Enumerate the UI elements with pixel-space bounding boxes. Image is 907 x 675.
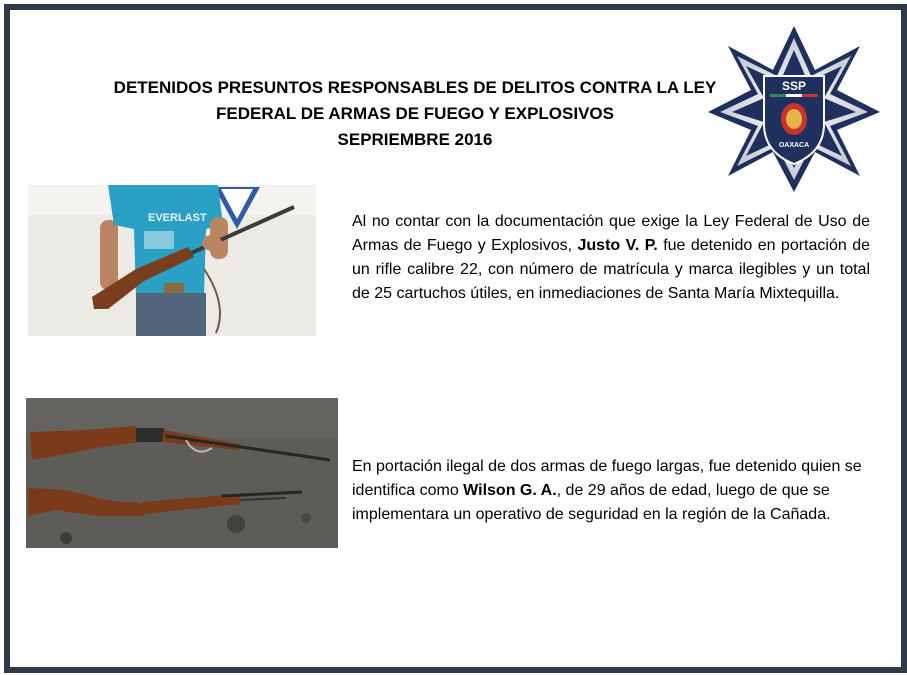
badge-label-top: SSP [781, 79, 807, 93]
title-line-3: SEPRIEMBRE 2016 [337, 130, 493, 149]
shirt-text: EVERLAST [148, 212, 207, 224]
case-2-detainee-name: Wilson G. A. [463, 482, 557, 499]
case-2-text-after: , de 29 años de edad, luego de que se implementara un operativo de seguridad en la región de la Cañada. [352, 482, 831, 523]
case-2-description [352, 455, 892, 527]
title-line-1: DETENIDOS PRESUNTOS RESPONSABLES DE DELITOS CONTRA LA LEY [113, 78, 717, 97]
ssp-oaxaca-badge-icon [706, 24, 882, 194]
title-line-2: FEDERAL DE ARMAS DE FUEGO Y EXPLOSIVOS [216, 104, 614, 123]
case-1-description [352, 210, 870, 306]
case-1-text-before: Al no contar con la documentación que exige la Ley Federal de Uso de Armas de Fuego y Explosivos, [352, 213, 870, 254]
detainee-photo-1 [28, 185, 316, 336]
badge-label-bottom: OAXACA [778, 142, 810, 149]
page-title [100, 75, 730, 153]
seized-weapons-photo [26, 398, 338, 548]
case-1-text-after: fue detenido en portación de un rifle calibre 22, con número de matrícula y marca ilegibles y un total de 25 cartuchos útiles, en inmediaciones de Santa María Mixtequilla. [352, 237, 870, 302]
case-2-text-before: En portación ilegal de dos armas de fuego largas, fue detenido quien se identifica como [352, 458, 862, 499]
case-1-detainee-name: Justo V. P. [577, 237, 658, 254]
